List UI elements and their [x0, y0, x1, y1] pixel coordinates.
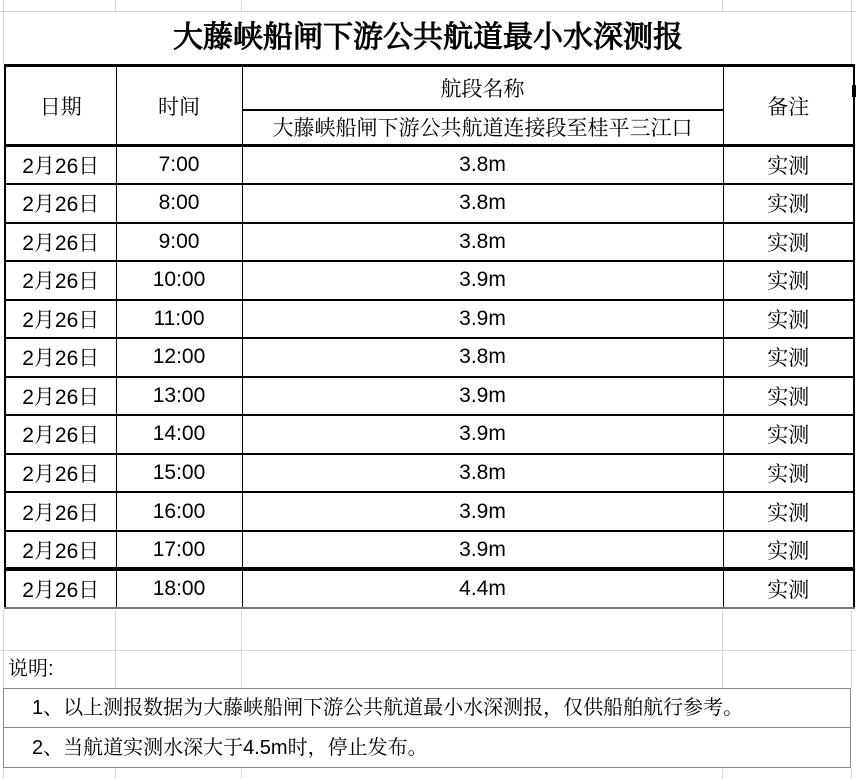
note-line-1: 1、以上测报数据为大藤峡船闸下游公共航道最小水深测报，仅供船舶航行参考。	[3, 688, 851, 727]
table-row	[5, 454, 854, 493]
remark-cell: 实测	[723, 531, 854, 570]
gridline	[722, 650, 723, 688]
date-cell: 2月26日	[5, 531, 116, 570]
gridline	[241, 769, 242, 779]
time-cell: 10:00	[116, 261, 242, 300]
gridline	[241, 650, 242, 688]
table-row	[5, 300, 854, 339]
date-cell: 2月26日	[5, 415, 116, 454]
time-cell: 14:00	[116, 415, 242, 454]
time-cell: 7:00	[116, 146, 242, 185]
date-cell: 2月26日	[5, 184, 116, 223]
date-cell: 2月26日	[5, 223, 116, 262]
remark-cell: 实测	[723, 377, 854, 416]
gridline	[241, 0, 242, 11]
time-cell: 12:00	[116, 338, 242, 377]
gridline	[115, 650, 116, 688]
gridline	[3, 610, 4, 650]
table-row	[5, 569, 854, 608]
report-title: 大藤峡船闸下游公共航道最小水深测报	[173, 21, 683, 54]
date-cell: 2月26日	[5, 492, 116, 531]
remark-cell: 实测	[723, 492, 854, 531]
depth-cell: 4.4m	[242, 569, 723, 608]
remark-cell: 实测	[723, 184, 854, 223]
depth-cell: 3.9m	[242, 377, 723, 416]
depth-cell: 3.8m	[242, 338, 723, 377]
report-table	[4, 64, 855, 609]
gridline	[851, 0, 852, 11]
time-cell: 17:00	[116, 531, 242, 570]
gridline	[851, 650, 852, 688]
time-cell: 13:00	[116, 377, 242, 416]
depth-cell: 3.8m	[242, 146, 723, 185]
gridline	[722, 610, 723, 650]
depth-cell: 3.9m	[242, 415, 723, 454]
gridline	[0, 650, 856, 651]
remark-cell: 实测	[723, 300, 854, 339]
gridline	[3, 0, 4, 11]
date-cell: 2月26日	[5, 261, 116, 300]
table-row	[5, 492, 854, 531]
gridline	[115, 769, 116, 779]
remark-cell: 实测	[723, 454, 854, 493]
time-cell: 18:00	[116, 569, 242, 608]
gridline	[115, 0, 116, 11]
remark-cell: 实测	[723, 338, 854, 377]
col-header-section: 航段名称	[242, 66, 723, 110]
depth-cell: 3.9m	[242, 492, 723, 531]
gridline	[851, 769, 852, 779]
col-header-time: 时间	[116, 66, 242, 146]
col-header-remark: 备注	[723, 66, 854, 146]
notes-label: 说明:	[8, 658, 54, 680]
remark-cell: 实测	[723, 569, 854, 608]
time-cell: 16:00	[116, 492, 242, 531]
remark-cell: 实测	[723, 415, 854, 454]
remark-cell: 实测	[723, 223, 854, 262]
remark-cell: 实测	[723, 261, 854, 300]
depth-cell: 3.8m	[242, 223, 723, 262]
date-cell: 2月26日	[5, 569, 116, 608]
table-row	[5, 415, 854, 454]
depth-cell: 3.9m	[242, 300, 723, 339]
section-subheader: 大藤峡船闸下游公共航道连接段至桂平三江口	[242, 110, 723, 146]
table-row	[5, 223, 854, 262]
table-body	[5, 146, 854, 609]
gridline	[241, 610, 242, 650]
time-cell: 11:00	[116, 300, 242, 339]
table-row	[5, 146, 854, 185]
time-cell: 8:00	[116, 184, 242, 223]
notes-block	[3, 688, 851, 768]
time-cell: 15:00	[116, 454, 242, 493]
note-line-2: 2、当航道实测水深大于4.5m时，停止发布。	[3, 727, 851, 768]
table-row	[5, 531, 854, 570]
table-row	[5, 261, 854, 300]
gridline	[3, 650, 4, 688]
date-cell: 2月26日	[5, 454, 116, 493]
date-cell: 2月26日	[5, 377, 116, 416]
gridline	[3, 769, 4, 779]
table-row	[5, 184, 854, 223]
table-row	[5, 377, 854, 416]
date-cell: 2月26日	[5, 146, 116, 185]
gridline	[115, 610, 116, 650]
border-artifact	[852, 85, 856, 97]
time-cell: 9:00	[116, 223, 242, 262]
depth-cell: 3.9m	[242, 261, 723, 300]
gridline	[851, 610, 852, 650]
depth-cell: 3.8m	[242, 454, 723, 493]
remark-cell: 实测	[723, 146, 854, 185]
table-row	[5, 338, 854, 377]
depth-cell: 3.8m	[242, 184, 723, 223]
date-cell: 2月26日	[5, 300, 116, 339]
gridline	[722, 769, 723, 779]
depth-cell: 3.9m	[242, 531, 723, 570]
report-table-header	[5, 66, 854, 146]
gridline	[722, 0, 723, 11]
col-header-date: 日期	[5, 66, 116, 146]
date-cell: 2月26日	[5, 338, 116, 377]
